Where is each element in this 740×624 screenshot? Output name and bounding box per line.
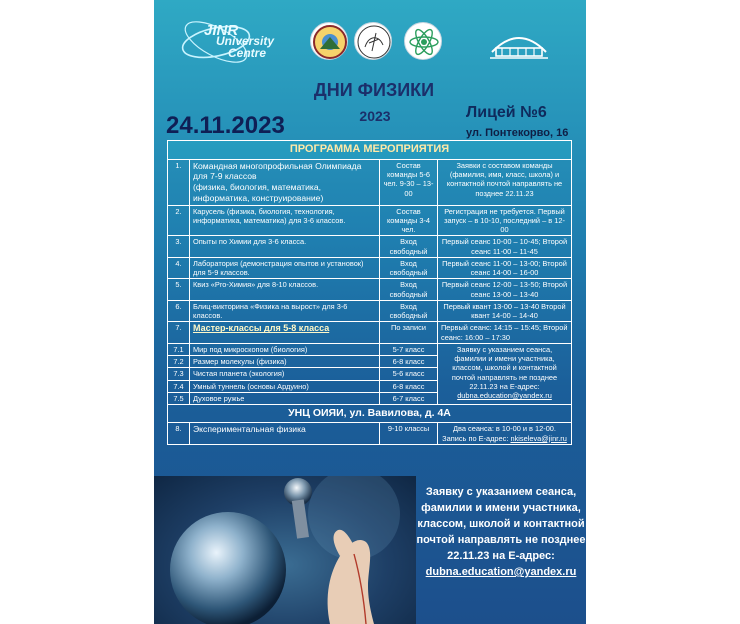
item-grade: 6-7 класс <box>380 392 438 404</box>
item-title: Мир под микроскопом (биология) <box>190 343 380 355</box>
section-heading: УНЦ ОИЯИ, ул. Вавилова, д. 4А <box>168 405 572 423</box>
item-number: 7.3 <box>168 368 190 380</box>
item-grade: 5-7 класс <box>380 343 438 355</box>
row-email[interactable]: nkiseleva@jinr.ru <box>510 433 567 443</box>
table-row <box>168 236 572 258</box>
item-number: 7.1 <box>168 343 190 355</box>
row-details: (физика, биология, математика, информатика, конструирование) <box>193 182 324 203</box>
table-row <box>168 279 572 301</box>
item-title: Умный туннель (основы Ардуино) <box>190 380 380 392</box>
building-logo <box>484 18 554 64</box>
event-date: 24.11.2023 <box>166 112 285 139</box>
row-format: Вход свободный <box>380 236 438 258</box>
item-grade: 6-8 класс <box>380 356 438 368</box>
item-number: 7.5 <box>168 392 190 404</box>
program-heading-row <box>168 141 572 160</box>
registration-email[interactable]: dubna.education@yandex.ru <box>425 566 577 579</box>
row-number: 8. <box>168 423 190 445</box>
masterclass-sessions: Первый сеанс: 14:15 – 15:45; Второй сеанс: 16:00 – 17:30 <box>438 322 572 344</box>
event-title: ДНИ ФИЗИКИ <box>313 80 435 100</box>
row-number: 2. <box>168 205 190 236</box>
row-number: 1. <box>168 159 190 205</box>
row-title: Опыты по Химии для 3-6 класса. <box>190 236 380 258</box>
row-title: Карусель (физика, биология, технология, информатика, математика) для 3-6 классов. <box>190 205 380 236</box>
logo-line-1: JINR <box>204 22 239 39</box>
sketch-logo <box>354 22 392 60</box>
row-number: 5. <box>168 279 190 301</box>
row-title: Лаборатория (демонстрация опытов и установок) для 5-9 классов. <box>190 257 380 279</box>
row-title: Квиз «Pro-Химия» для 8-10 классов. <box>190 279 380 301</box>
badge-logo <box>310 22 348 60</box>
row-format: Вход свободный <box>380 279 438 301</box>
row-format: 9-10 классы <box>380 423 438 445</box>
row-title-cell <box>190 159 380 205</box>
row-info: Заявки с составом команды (фамилия, имя, класс, школа) и контактной почтой направлять не позднее 22.11.23 <box>438 159 572 205</box>
item-grade: 5-6 класс <box>380 368 438 380</box>
row-info: Первый сеанс 12-00 – 13-50; Второй сеанс 13-00 – 13-40 <box>438 279 572 301</box>
masterclass-row <box>168 322 572 344</box>
event-year: 2023 <box>359 108 391 124</box>
masterclass-item-row <box>168 343 572 355</box>
row-info: Первый сеанс 10-00 – 10-45; Второй сеанс 11-00 – 11-45 <box>438 236 572 258</box>
row-format: Состав команды 5-6 чел. 9-30 – 13-00 <box>380 159 438 205</box>
row-title: Экспериментальная физика <box>190 423 380 445</box>
row-info-2 <box>441 434 568 443</box>
table-row <box>168 205 572 236</box>
row-title: Командная многопрофильная Олимпиада для 7-9 классов <box>193 160 362 182</box>
item-title: Размер молекулы (физика) <box>190 356 380 368</box>
logo-line-2: University <box>216 34 275 48</box>
row-info: Два сеанса: в 10-00 и в 12-00. <box>453 424 556 434</box>
row-number: 6. <box>168 300 190 322</box>
masterclass-format: По записи <box>380 322 438 344</box>
row-number: 4. <box>168 257 190 279</box>
program-heading: ПРОГРАММА МЕРОПРИЯТИЯ <box>168 141 572 160</box>
row-info: Первый квант 13-00 – 13-40 Второй квант 14-00 – 14-40 <box>438 300 572 322</box>
row-format: Вход свободный <box>380 300 438 322</box>
program-table <box>167 140 572 445</box>
row-number: 7. <box>168 322 190 344</box>
table-row <box>168 257 572 279</box>
table-row <box>168 423 572 445</box>
registration-text: Заявку с указанием сеанса, фамилии и имени участника, классом, школой и контактной почтой направлять не позднее 22.11.23 на Е-адрес: <box>416 486 586 563</box>
section-row <box>168 405 572 423</box>
masterclass-email[interactable]: dubna.education@yandex.ru <box>457 391 552 401</box>
registration-note <box>416 484 586 580</box>
row-title: Блиц-викторина «Физика на вырост» для 3-6 классов. <box>190 300 380 322</box>
table-row <box>168 159 572 205</box>
row-format: Состав команды 3-4 чел. <box>380 205 438 236</box>
item-number: 7.4 <box>168 380 190 392</box>
item-number: 7.2 <box>168 356 190 368</box>
row-format: Вход свободный <box>380 257 438 279</box>
jinr-university-centre-logo <box>176 18 294 66</box>
row-info-cell <box>438 423 572 445</box>
item-title: Чистая планета (экология) <box>190 368 380 380</box>
logo-line-3: Centre <box>228 46 267 60</box>
row-number: 3. <box>168 236 190 258</box>
table-row <box>168 300 572 322</box>
poster <box>154 0 586 624</box>
row-info-2-label: Запись по Е-адрес: <box>442 433 509 443</box>
school-name: Лицей №6 <box>466 104 547 121</box>
masterclass-note-cell <box>438 343 572 404</box>
school-address: ул. Понтекорво, 16 <box>466 127 569 139</box>
masterclass-note: Заявку с указанием сеанса, фамилии и имени участника, классом, школой и контактной почтой направлять не позднее 22.11.23 на Е-адрес: <box>451 344 558 391</box>
masterclass-title: Мастер-классы для 5-8 класса <box>190 322 380 344</box>
row-info: Первый сеанс 11-00 – 13-00; Второй сеанс 14-00 – 16-00 <box>438 257 572 279</box>
plasma-ball-photo <box>154 476 416 624</box>
row-info: Регистрация не требуется. Первый запуск – в 10-10, последний – в 12-00 <box>438 205 572 236</box>
item-title: Духовое ружье <box>190 392 380 404</box>
item-grade: 6-8 класс <box>380 380 438 392</box>
atom-logo <box>404 22 442 60</box>
